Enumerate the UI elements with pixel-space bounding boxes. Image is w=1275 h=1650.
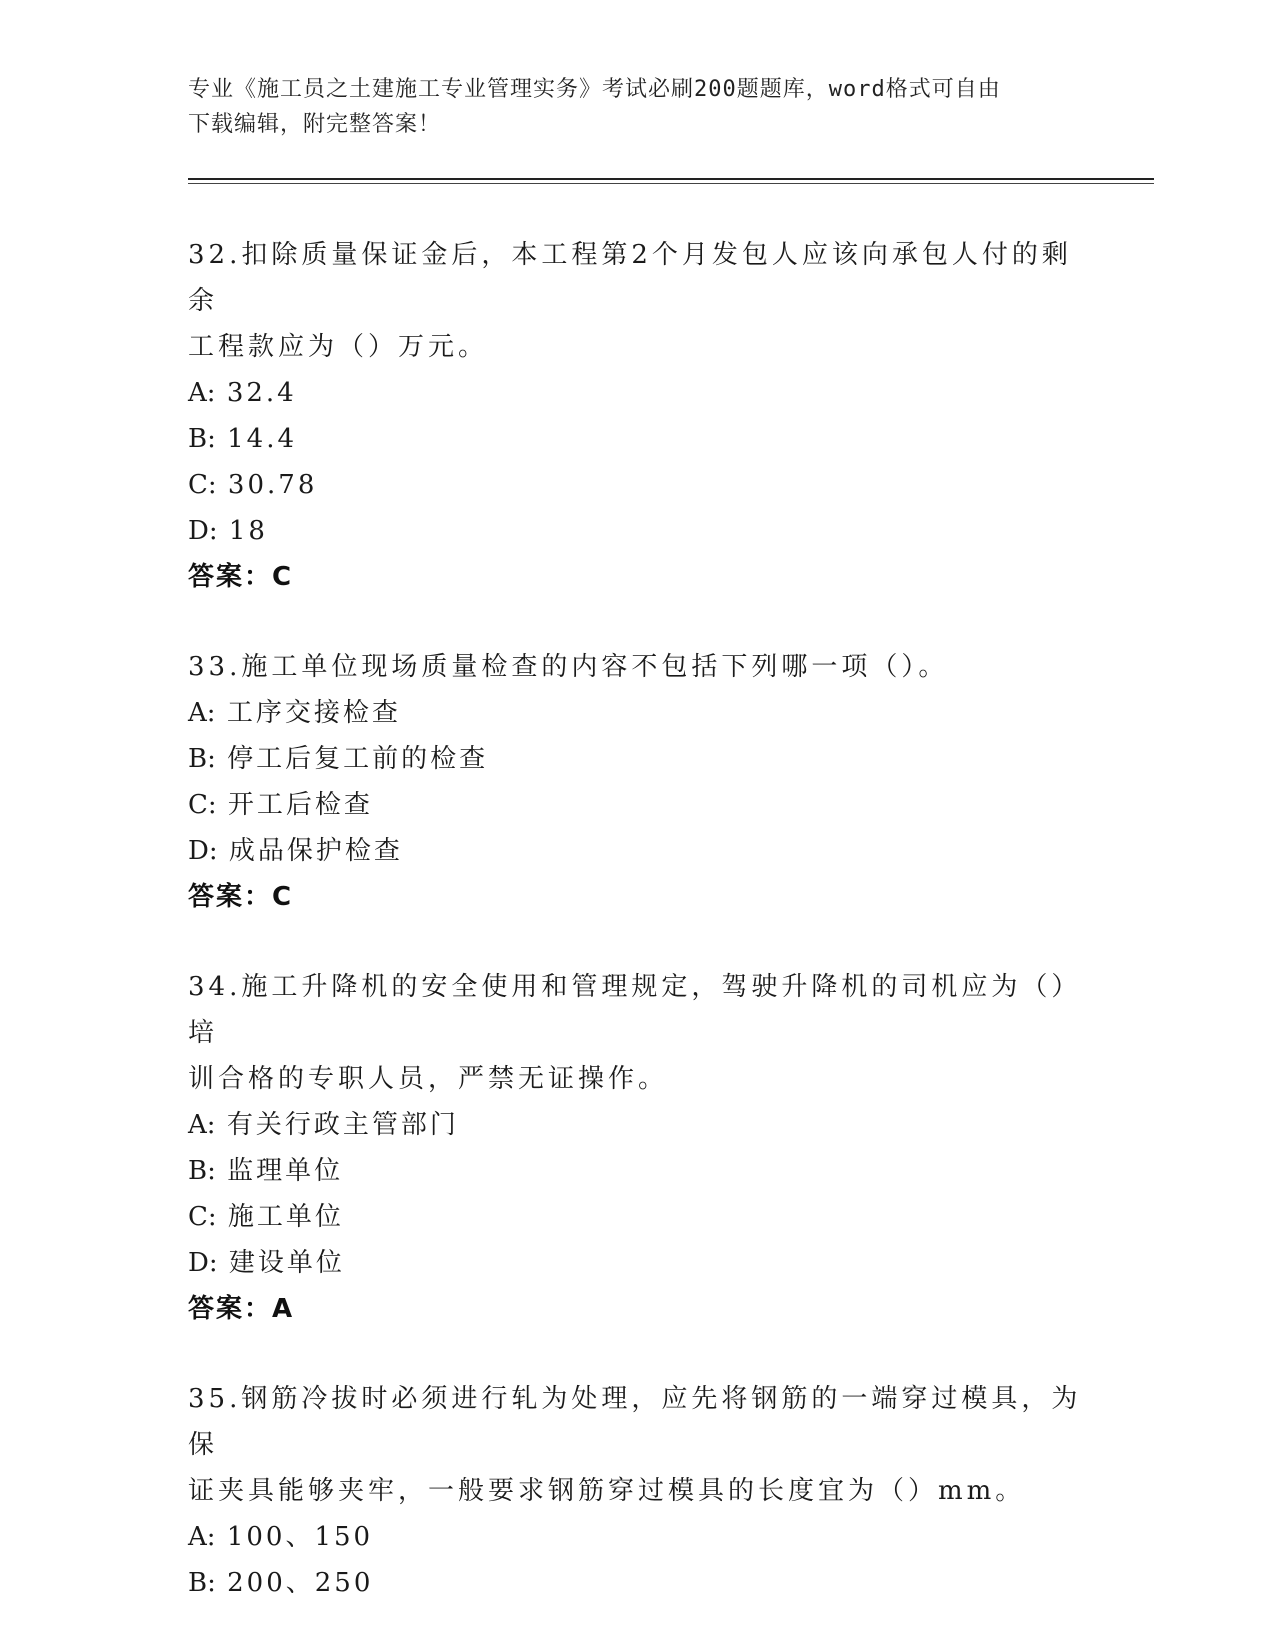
option-letter: A:	[188, 1110, 216, 1140]
option-a	[188, 690, 1088, 736]
question-stem-line: 训合格的专职人员，严禁无证操作。	[188, 1064, 669, 1094]
option-letter: B:	[188, 1568, 216, 1598]
question-stem-line: 35.钢筋冷拔时必须进行轧为处理，应先将钢筋的一端穿过模具，为保	[188, 1384, 1082, 1460]
option-letter: A:	[188, 378, 216, 408]
option-a	[188, 1102, 1088, 1148]
option-text: 14.4	[227, 424, 298, 454]
option-text: 监理单位	[227, 1156, 344, 1186]
option-b	[188, 736, 1088, 782]
question-35	[188, 1376, 1088, 1606]
option-letter: A:	[188, 698, 216, 728]
option-text: 18	[228, 516, 268, 546]
header-line-1: 专业《施工员之土建施工专业管理实务》考试必刷200题题库，word格式可自由	[188, 77, 1001, 102]
option-letter: C:	[188, 470, 217, 500]
option-letter: A:	[188, 1522, 216, 1552]
option-letter: D:	[188, 836, 218, 866]
option-text: 开工后检查	[227, 790, 373, 820]
answer-label: 答案：C	[188, 882, 294, 912]
question-32	[188, 232, 1088, 600]
question-stem-line: 32.扣除质量保证金后，本工程第2个月发包人应该向承包人付的剩余	[188, 240, 1072, 316]
answer-label: 答案：C	[188, 562, 294, 592]
option-letter: C:	[188, 790, 217, 820]
option-letter: B:	[188, 1156, 216, 1186]
option-letter: B:	[188, 744, 216, 774]
option-b	[188, 1148, 1088, 1194]
option-text: 有关行政主管部门	[226, 1110, 459, 1140]
option-text: 成品保护检查	[228, 836, 403, 866]
option-a	[188, 1514, 1088, 1560]
question-stem-line: 34.施工升降机的安全使用和管理规定，驾驶升降机的司机应为（）培	[188, 972, 1082, 1048]
option-b	[188, 416, 1088, 462]
question-34	[188, 964, 1088, 1332]
header-divider-thick	[188, 178, 1154, 180]
option-c	[188, 462, 1088, 508]
header-divider-thin	[188, 183, 1154, 184]
option-text: 工序交接检查	[226, 698, 401, 728]
option-c	[188, 1194, 1088, 1240]
option-text: 32.4	[226, 378, 297, 408]
option-text: 建设单位	[228, 1248, 345, 1278]
option-a	[188, 370, 1088, 416]
option-c	[188, 782, 1088, 828]
option-d	[188, 508, 1088, 554]
option-letter: D:	[188, 1248, 218, 1278]
question-stem-line: 33.施工单位现场质量检查的内容不包括下列哪一项（）。	[188, 652, 949, 682]
option-text: 停工后复工前的检查	[227, 744, 489, 774]
document-header	[188, 72, 1088, 142]
option-text: 30.78	[227, 470, 318, 500]
option-d	[188, 828, 1088, 874]
option-text: 100、150	[226, 1522, 374, 1552]
option-b	[188, 1560, 1088, 1606]
question-stem-line: 工程款应为（）万元。	[188, 332, 489, 362]
answer-label: 答案：A	[188, 1294, 295, 1324]
option-d	[188, 1240, 1088, 1286]
header-line-2: 下载编辑，附完整答案！	[188, 112, 442, 137]
option-text: 施工单位	[227, 1202, 344, 1232]
option-letter: D:	[188, 516, 218, 546]
question-33	[188, 644, 1088, 920]
option-text: 200、250	[227, 1568, 374, 1598]
question-list	[188, 232, 1088, 1650]
option-letter: B:	[188, 424, 216, 454]
option-letter: C:	[188, 1202, 217, 1232]
question-stem-line: 证夹具能够夹牢，一般要求钢筋穿过模具的长度宜为（）mm。	[188, 1476, 1026, 1506]
